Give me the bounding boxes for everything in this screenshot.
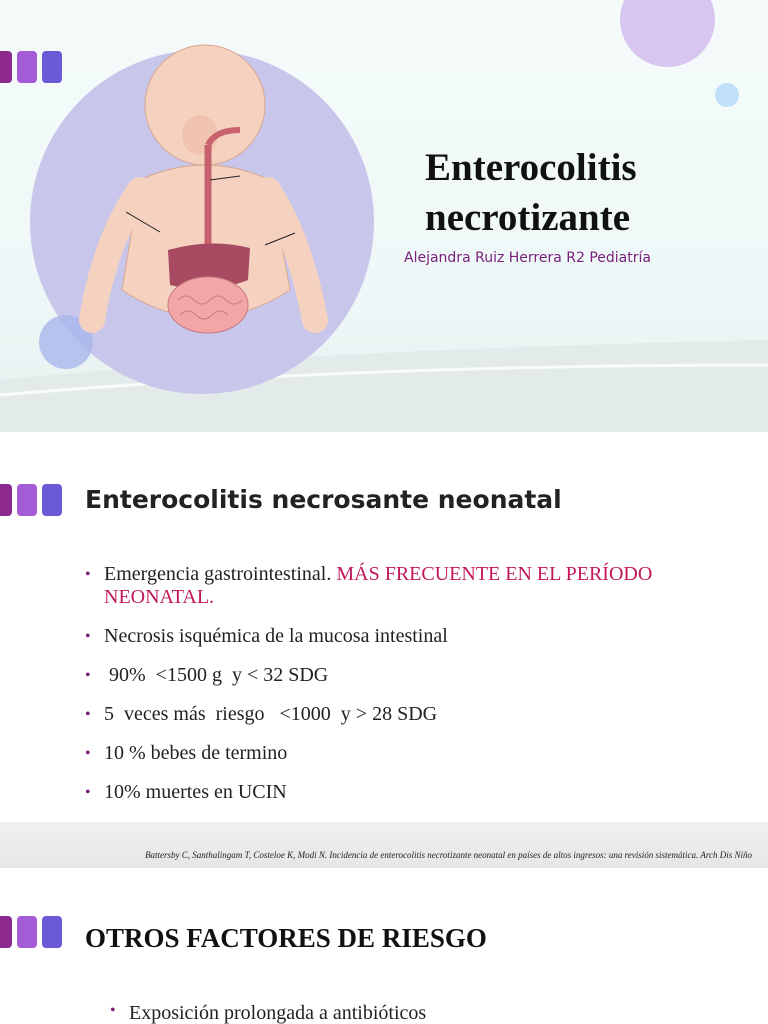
content-slide-2 [0, 886, 768, 1024]
list-item [85, 781, 735, 804]
bullet-glyph: • [85, 628, 91, 645]
bullet-list [85, 563, 735, 820]
list-item [85, 563, 735, 609]
bullet-highlight: MÁS FRECUENTE EN EL PERÍODO NEONATAL. [104, 563, 653, 608]
list-item [110, 1002, 426, 1024]
bullet-glyph: • [110, 1002, 116, 1019]
bullet-list [110, 1002, 426, 1024]
title-line-2: necrotizante [425, 196, 631, 239]
slide-heading: Enterocolitis necrosante neonatal [85, 485, 562, 514]
bullet-glyph: • [85, 784, 91, 801]
bullet-text: 10% muertes en UCIN [104, 781, 287, 803]
list-item [85, 625, 735, 648]
bullet-text: 5 veces más riesgo <1000 y > 28 SDG [104, 703, 438, 725]
reference-text: Battersby C, Santhalingam T, Costeloe K, Modi N. Incidencia de enterocolitis necrotizante neonatal en países de altos ingresos: una revisión sistemática. Arch Dis Niño [145, 850, 752, 860]
bullet-text: 10 % bebes de termino [104, 742, 288, 764]
title-slide [0, 0, 768, 432]
slide-decor-squares [0, 916, 62, 948]
bullet-glyph: • [85, 745, 91, 762]
bullet-glyph: • [85, 566, 91, 583]
bullet-glyph: • [85, 667, 91, 684]
bullet-text: Exposición prolongada a antibióticos [129, 1002, 427, 1024]
content-slide [0, 450, 768, 868]
slide-title [425, 143, 755, 243]
list-item [85, 664, 735, 687]
title-line-1: Enterocolitis [425, 146, 637, 189]
slide-decor-squares [0, 484, 62, 516]
slide-heading: OTROS FACTORES DE RIESGO [85, 923, 487, 953]
bullet-glyph: • [85, 706, 91, 723]
list-item [85, 742, 735, 765]
author-name: Alejandra Ruiz Herrera R2 Pediatría [404, 250, 651, 266]
reference-footer [0, 822, 768, 868]
bullet-text: 90% <1500 g y < 32 SDG [104, 664, 329, 686]
bullet-text: Emergencia gastrointestinal. [104, 563, 337, 585]
bullet-text: Necrosis isquémica de la mucosa intestinal [104, 625, 448, 647]
list-item [85, 703, 735, 726]
